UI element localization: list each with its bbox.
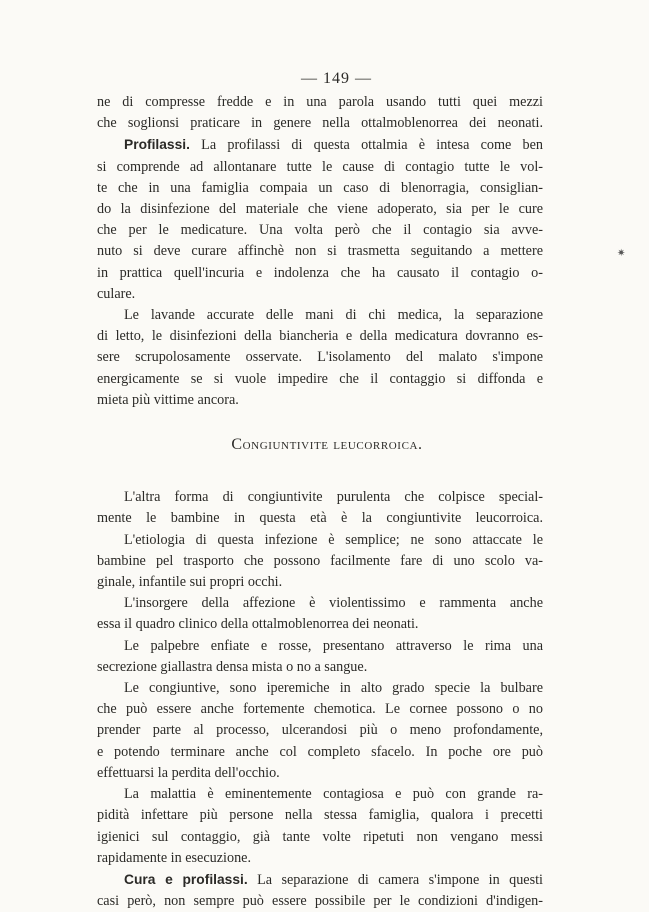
page-body [97,92,543,912]
text-line [97,134,543,156]
text-line: rapidamente in esecuzione. [97,849,252,866]
text-line: e potendo terminare anche col completo sfacelo. In poche ore può [97,743,543,760]
text-line [97,869,543,891]
text-line: mieta più vittime ancora. [97,391,239,408]
text-line: Le palpebre enfiate e rosse, presentano attraverso le rima una [124,637,543,654]
text-line: igienici sul contaggio, già tante volte ripetuti non vengano messi [97,828,543,845]
text-line: secrezione giallastra densa mista o no a sangue. [97,658,368,675]
text-line: bambine pel trasporto che possono facilmente fare di uno scolo va- [97,552,543,569]
text-line: L'insorgere della affezione è violentissimo e rammenta anche [124,595,543,612]
text-line: nuto si deve curare affinchè non si trasmetta seguitando a mettere [97,243,543,260]
text-line: culare. [97,285,136,302]
text-line: do la disinfezione del materiale che viene adoperato, sia per le cure [97,201,543,218]
text-line: energicamente se si vuole impedire che il contaggio si diffonda e [97,370,543,387]
text-line: che può essere anche fortemente chemotica. Le cornee possono o no [97,701,543,718]
section-heading: Congiuntivite leucorroica. [231,436,423,454]
section-lead-profilassi: Profilassi. [124,137,190,153]
text-line: di letto, le disinfezioni della biancheria e della medicatura dovranno es- [97,328,543,345]
text-line: prender parte al processo, ulcerandosi più o meno profondamente, [97,722,543,739]
text-fragment: La separazione di camera s'impone in questi [257,871,543,888]
text-line: essa il quadro clinico della ottalmoblenorrea dei neonati. [97,616,419,633]
text-line: pidità infettare più persone nella stessa famiglia, qualora i precetti [97,807,543,824]
text-line: te che in una famiglia compaia un caso di blenorragia, consiglian- [97,179,543,196]
text-line: La malattia è eminentemente contagiosa e può con grande ra- [124,786,543,803]
text-fragment: La profilassi di questa ottalmia è intesa come ben [201,137,543,154]
text-line: in prattica quell'incuria e indolenza che ha causato il contagio o- [97,264,543,281]
text-line: Le congiuntive, sono iperemiche in alto grado specie la bulbare [124,680,543,697]
text-line: L'etiologia di questa infezione è semplice; ne sono attaccate le [124,531,543,548]
text-line: Le lavande accurate delle mani di chi medica, la separazione [124,307,543,324]
text-line: che soglionsi praticare in genere nella ottalmoblenorrea dei neonati. [97,115,543,132]
text-line: L'altra forma di congiuntivite purulenta che colpisce special- [124,489,543,506]
text-line: che per le medicature. Una volta però che il contagio sia avve- [97,222,543,239]
page-number: — 149 — [301,70,372,87]
text-line: casi però, non sempre può essere possibile per le condizioni d'indigen- [97,893,543,910]
text-line: si comprende ad allontanare tutte le cause di contagio tutte le vol- [97,158,543,175]
text-line: ne di compresse fredde e in una parola usando tutti quei mezzi [97,94,543,110]
text-line: sere scrupolosamente osservate. L'isolamento del malato s'impone [97,349,543,366]
ink-speck: ✷ [617,248,626,259]
text-line: mente le bambine in questa età è la congiuntivite leucorroica. [97,510,543,527]
section-lead-cura: Cura e profilassi. [124,871,248,887]
text-line: effettuarsi la perdita dell'occhio. [97,764,280,781]
text-line: ginale, infantile sui propri occhi. [97,574,283,591]
